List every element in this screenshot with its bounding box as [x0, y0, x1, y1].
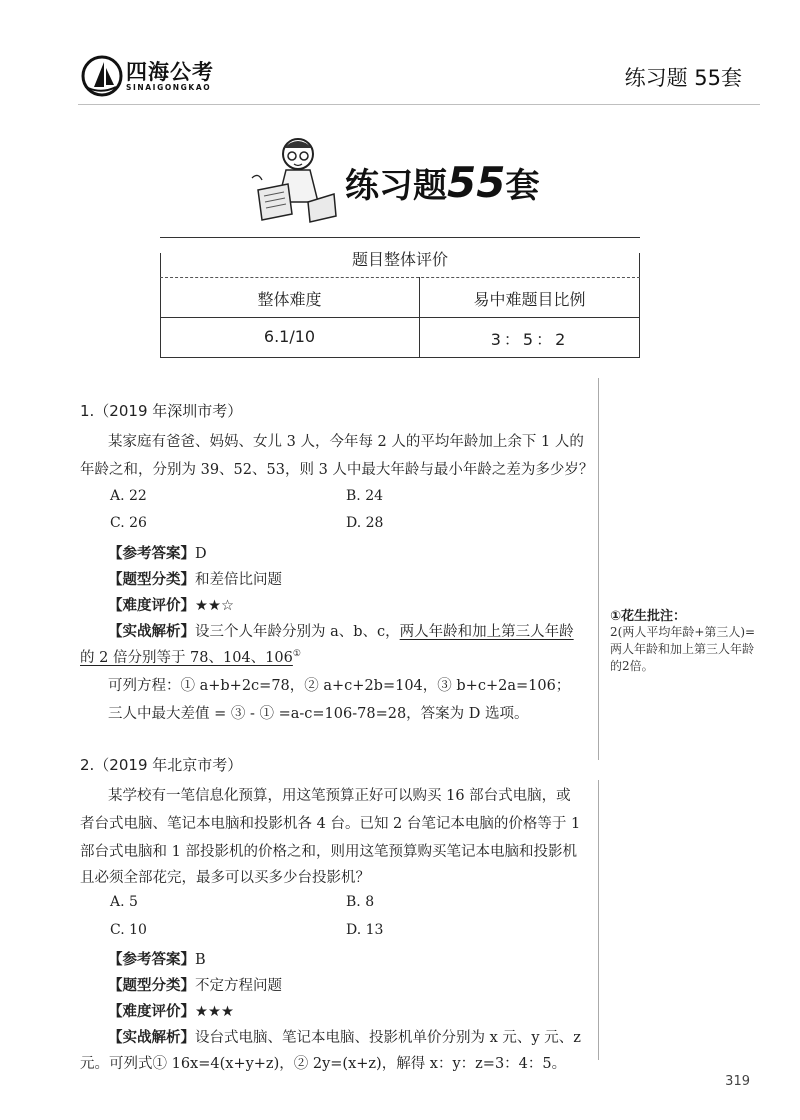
analysis-tag: 【实战解析】: [108, 1030, 195, 1046]
question-2-stem-line-4: 且必须全部花完，最多可以买多少台投影机？: [80, 870, 370, 886]
question-1-header: 1.（2019 年深圳市考）: [80, 402, 243, 420]
logo-english-name: SINAIGONGKAO: [126, 83, 212, 92]
question-1-answer: D: [195, 546, 207, 562]
question-1-stem-line-2: 年龄之和，分别为 39、52、53，则 3 人中最大年龄与最小年龄之差为多少岁？: [80, 462, 594, 478]
peanut-note-title: ①花生批注：: [610, 609, 687, 624]
question-2-option-b: B. 8: [346, 894, 375, 910]
question-1-analysis-line-1: [108, 620, 574, 641]
overall-difficulty-value: 6.1/10: [263, 327, 316, 346]
sail-logo-icon: [80, 54, 124, 98]
page-number: 319: [725, 1074, 750, 1089]
question-2-option-c: C. 10: [110, 922, 147, 938]
table-rule-row: [160, 317, 640, 318]
section-title-text: 练习题: [345, 166, 447, 206]
question-1-stem-line-1: 某家庭有爸爸、妈妈、女儿 3 人，今年每 2 人的平均年龄加上余下 1 人的: [108, 434, 584, 450]
difficulty-tag: 【难度评价】: [108, 1004, 195, 1020]
question-2-option-d: D. 13: [346, 922, 384, 938]
type-tag: 【题型分类】: [108, 572, 195, 588]
margin-rule: [598, 378, 599, 760]
question-2-analysis-text: 设台式电脑、笔记本电脑、投影机单价分别为 x 元、y 元、z: [195, 1030, 581, 1046]
question-1-analysis-underlined: 两人年龄和加上第三人年龄: [399, 624, 574, 640]
margin-rule-lower: [598, 780, 599, 1060]
question-2-analysis-line-2: 元。可列式① 16x=4(x+y+z)，② 2y=(x+z)，解得 x：y：z=3：4：5。: [80, 1056, 567, 1072]
question-2-header: 2.（2019 年北京市考）: [80, 756, 243, 774]
question-1-option-d: D. 28: [346, 515, 384, 531]
question-2-stem-line-3: 部台式电脑和 1 部投影机的价格之和，则用这笔预算购买笔记本电脑和投影机: [80, 844, 577, 860]
table-rule-top: [160, 237, 640, 238]
question-2-answer: B: [195, 952, 206, 968]
question-2-difficulty-line: [108, 1000, 234, 1021]
evaluation-table: [160, 237, 640, 357]
table-rule-mid: [160, 277, 640, 278]
question-1-equations: 可列方程：① a+b+2c=78，② a+c+2b=104，③ b+c+2a=106；: [108, 678, 571, 694]
section-title-suffix: 套: [505, 166, 540, 206]
overall-difficulty-label: 整体难度: [257, 290, 322, 309]
table-rule-bottom: [160, 357, 640, 358]
question-2-stem-line-1: 某学校有一笔信息化预算，用这笔预算正好可以购买 16 部台式电脑，或: [108, 788, 571, 804]
question-2-type: 不定方程问题: [195, 978, 282, 994]
difficulty-ratio-label: 易中难题目比例: [473, 290, 586, 309]
difficulty-tag: 【难度评价】: [108, 598, 195, 614]
section-title-number: 55: [447, 158, 506, 207]
question-2-answer-line: [108, 948, 206, 969]
note-marker: ①: [292, 649, 301, 660]
question-1-option-a: A. 22: [110, 488, 147, 504]
question-1-type-line: [108, 568, 282, 589]
question-1-option-b: B. 24: [346, 488, 384, 504]
question-1-difficulty-stars: ★★☆: [195, 598, 234, 614]
question-1-analysis-underlined-2: 的 2 倍分别等于 78、104、106: [80, 650, 293, 666]
question-1-answer-line: [108, 542, 207, 563]
type-tag: 【题型分类】: [108, 978, 195, 994]
brand-logo: [80, 52, 270, 102]
question-1-conclusion: 三人中最大差值 = ③ - ① =a-c=106-78=28，答案为 D 选项。: [108, 706, 529, 722]
peanut-note-body: 2(两人平均年龄+第三人)=两人年龄和加上第三人年龄的2倍。: [610, 625, 756, 673]
running-title: 练习题 55套: [624, 66, 742, 90]
answer-tag: 【参考答案】: [108, 546, 195, 562]
question-1-analysis-line-2: [80, 646, 301, 667]
question-1-difficulty-line: [108, 594, 234, 615]
answer-tag: 【参考答案】: [108, 952, 195, 968]
cartoon-reader-illustration: [248, 132, 340, 228]
analysis-tag: 【实战解析】: [108, 624, 195, 640]
question-1-option-c: C. 26: [110, 515, 147, 531]
difficulty-ratio-value: 3：5：2: [490, 330, 569, 349]
question-1-type: 和差倍比问题: [195, 572, 282, 588]
question-1-analysis-text: 设三个人年龄分别为 a、b、c，: [195, 624, 400, 640]
section-title: [345, 158, 539, 207]
question-2-type-line: [108, 974, 282, 995]
header-divider: [78, 104, 760, 105]
question-2-stem-line-2: 者台式电脑、笔记本电脑和投影机各 4 台。已知 2 台笔记本电脑的价格等于 1: [80, 816, 581, 832]
evaluation-heading: 题目整体评价: [351, 250, 448, 269]
question-2-analysis-line-1: [108, 1026, 581, 1047]
logo-chinese-name: 四海公考: [126, 60, 214, 84]
question-2-difficulty-stars: ★★★: [195, 1004, 234, 1020]
question-2-option-a: A. 5: [110, 894, 138, 910]
